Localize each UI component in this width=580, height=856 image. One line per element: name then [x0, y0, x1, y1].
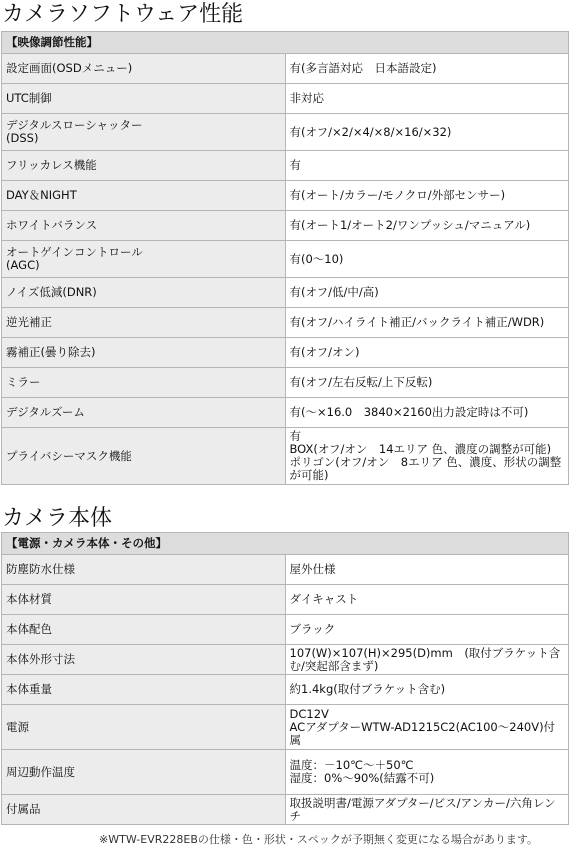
table-header-row [2, 32, 569, 54]
spec-value: ブラック [285, 615, 569, 645]
spec-label: 本体重量 [2, 675, 286, 705]
spec-value: 有 [285, 151, 569, 181]
spec-value: DC12V ACアダプターWTW-AD1215C2(AC100～240V)付属 [285, 705, 569, 750]
spec-value: 温度：－10℃～＋50℃ 湿度：0%～90%(結露不可) [285, 750, 569, 795]
table-row [2, 84, 569, 114]
table-row [2, 750, 569, 795]
table-row [2, 151, 569, 181]
table-row [2, 675, 569, 705]
spec-label: 逆光補正 [2, 308, 286, 338]
section-title-camera-body: カメラ本体 [2, 506, 113, 531]
spec-value: 有(オフ/×2/×4/×8/×16/×32) [285, 114, 569, 151]
spec-label: 霧補正(曇り除去) [2, 338, 286, 368]
spec-label: UTC制御 [2, 84, 286, 114]
table-row [2, 615, 569, 645]
table-row [2, 585, 569, 615]
table-row [2, 795, 569, 825]
spec-label: 電源 [2, 705, 286, 750]
table-row [2, 368, 569, 398]
spec-value: 有(オフ/ハイライト補正/バックライト補正/WDR) [285, 308, 569, 338]
spec-value: 有(オフ/低/中/高) [285, 278, 569, 308]
table-header: 【電源・カメラ本体・その他】 [2, 533, 569, 555]
spec-table-software [1, 31, 569, 485]
spec-label: ミラー [2, 368, 286, 398]
spec-value: 有(オート/カラー/モノクロ/外部センサー) [285, 181, 569, 211]
table-row [2, 308, 569, 338]
spec-value: 非対応 [285, 84, 569, 114]
spec-label: ホワイトバランス [2, 211, 286, 241]
spec-label: 本体外形寸法 [2, 645, 286, 675]
spec-value: 有(0～10) [285, 241, 569, 278]
spec-label: ノイズ低減(DNR) [2, 278, 286, 308]
table-row [2, 555, 569, 585]
spec-value: ダイキャスト [285, 585, 569, 615]
spec-label: プライバシーマスク機能 [2, 428, 286, 485]
spec-value: 屋外仕様 [285, 555, 569, 585]
spec-label: 設定画面(OSDメニュー) [2, 54, 286, 84]
section-title-software: カメラソフトウェア性能 [2, 2, 244, 27]
table-row [2, 241, 569, 278]
spec-value: 有 BOX(オフ/オン 14エリア 色、濃度の調整が可能) ポリゴン(オフ/オン 8エリア 色、濃度、形状の調整が可能) [285, 428, 569, 485]
spec-label: 防塵防水仕様 [2, 555, 286, 585]
spec-table-camera-body [1, 532, 569, 825]
table-row [2, 278, 569, 308]
spec-label: オートゲインコントロール (AGC) [2, 241, 286, 278]
spec-value: 有(オフ/左右反転/上下反転) [285, 368, 569, 398]
spec-value: 107(W)×107(H)×295(D)mm (取付ブラケット含む/突起部含まず) [285, 645, 569, 675]
spec-label: フリッカレス機能 [2, 151, 286, 181]
spec-label: デジタルズーム [2, 398, 286, 428]
table-row [2, 211, 569, 241]
spec-value: 有(多言語対応 日本語設定) [285, 54, 569, 84]
table-row [2, 398, 569, 428]
spec-label: デジタルスローシャッター (DSS) [2, 114, 286, 151]
table-row [2, 338, 569, 368]
spec-label: DAY＆NIGHT [2, 181, 286, 211]
spec-label: 付属品 [2, 795, 286, 825]
spec-value: 有(オート1/オート2/ワンプッシュ/マニュアル) [285, 211, 569, 241]
table-header: 【映像調節性能】 [2, 32, 569, 54]
table-row [2, 645, 569, 675]
table-header-row [2, 533, 569, 555]
spec-label: 周辺動作温度 [2, 750, 286, 795]
table-row [2, 705, 569, 750]
spec-label: 本体配色 [2, 615, 286, 645]
table-row [2, 114, 569, 151]
table-row [2, 54, 569, 84]
table-row [2, 181, 569, 211]
spec-value: 約1.4kg(取付ブラケット含む) [285, 675, 569, 705]
spec-value: 有(～×16.0 3840×2160出力設定時は不可) [285, 398, 569, 428]
table-row [2, 428, 569, 485]
disclaimer-footnote: ※WTW-EVR228EBの仕様・色・形状・スペックが予期無く変更になる場合があります。 [99, 833, 538, 846]
spec-value: 有(オフ/オン) [285, 338, 569, 368]
spec-value: 取扱説明書/電源アダプター/ビス/アンカー/六角レンチ [285, 795, 569, 825]
spec-label: 本体材質 [2, 585, 286, 615]
